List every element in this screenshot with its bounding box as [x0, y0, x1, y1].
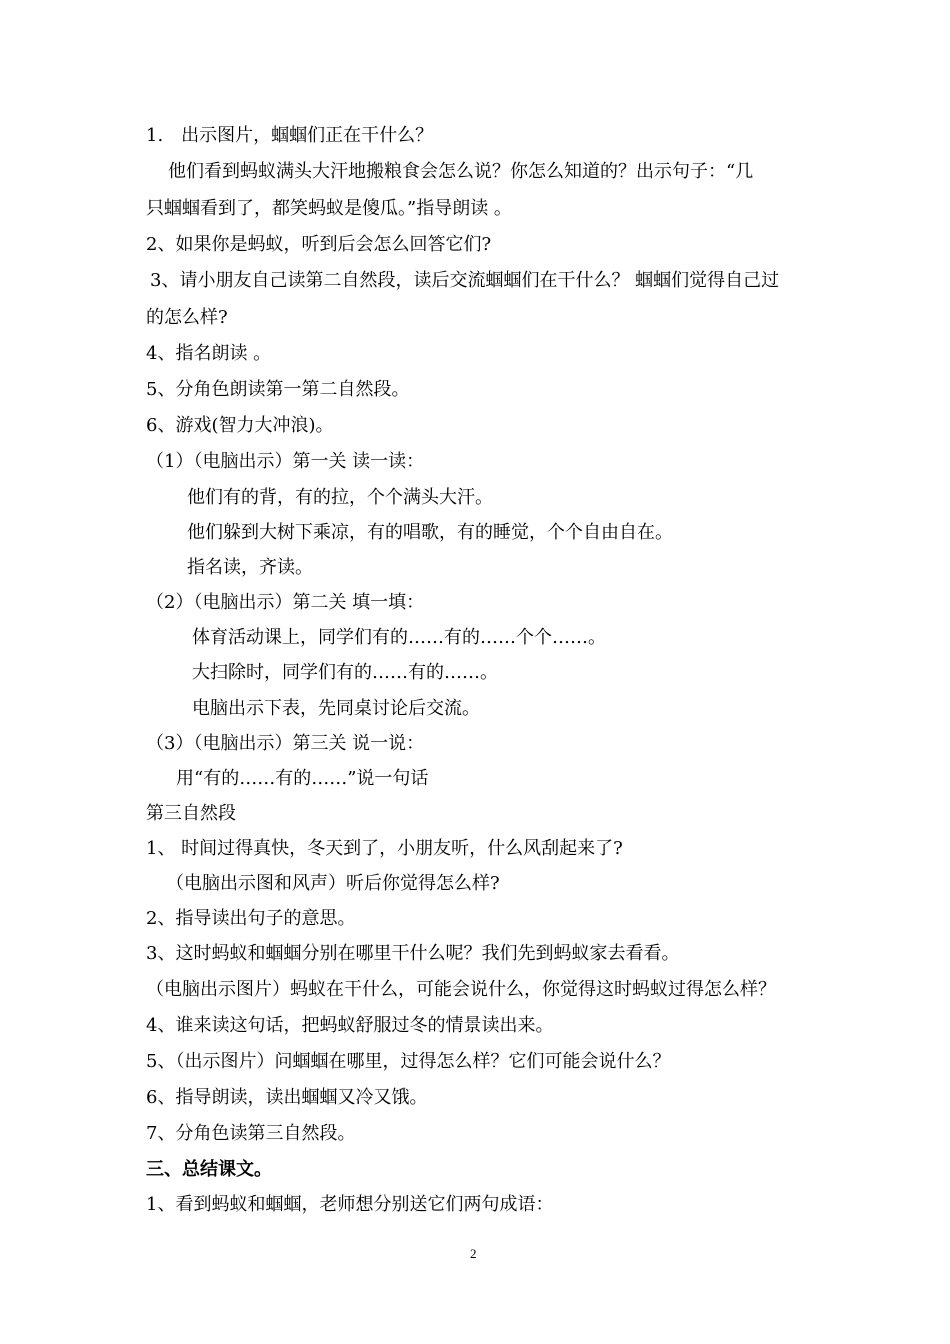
text-line: 大扫除时，同学们有的……有的……。	[192, 662, 498, 683]
text-line: 体育活动课上，同学们有的……有的……个个……。	[192, 627, 606, 648]
text-line: 7、分角色读第三自然段。	[146, 1123, 356, 1144]
text-line: 用“有的……有的……”说一句话	[176, 768, 429, 789]
text-line: 5、（出示图片）问蝈蝈在哪里，过得怎么样？它们可能会说什么？	[146, 1051, 671, 1072]
text-line: 指名读，齐读。	[187, 557, 313, 578]
text-line: 5、分角色朗读第一第二自然段。	[146, 379, 410, 400]
page-number: 2	[470, 1246, 477, 1261]
text-line: 只蝈蝈看到了，都笑蚂蚁是傻瓜。”指导朗读 。	[146, 198, 512, 219]
text-line: 第三自然段	[146, 803, 236, 824]
text-line: 3、请小朋友自己读第二自然段，读后交流蝈蝈们在干什么？ 蝈蝈们觉得自己过	[150, 270, 780, 291]
text-line: 6、指导朗读，读出蝈蝈又冷又饿。	[146, 1087, 428, 1108]
text-line: 他们看到蚂蚁满头大汗地搬粮食会怎么说？你怎么知道的？出示句子：“几	[168, 161, 754, 182]
text-line: （电脑出示图片）蚂蚁在干什么，可能会说什么，你觉得这时蚂蚁过得怎么样？	[146, 979, 776, 1000]
text-line: 2、如果你是蚂蚁，听到后会怎么回答它们?	[146, 234, 492, 255]
text-line: 1. 出示图片，蝈蝈们正在干什么？	[146, 125, 434, 146]
text-line: 的怎么样?	[146, 307, 228, 328]
section-heading: 三、总结课文。	[146, 1159, 272, 1180]
text-line: （3）（电脑出示）第三关 说一说：	[146, 733, 425, 754]
text-line: 1、 时间过得真快，冬天到了，小朋友听，什么风刮起来了?	[146, 838, 623, 859]
text-line: 他们有的背，有的拉，个个满头大汗。	[187, 487, 493, 508]
text-line: 他们躲到大树下乘凉，有的唱歌，有的睡觉，个个自由自在。	[187, 522, 673, 543]
text-line: 电脑出示下表，先同桌讨论后交流。	[192, 698, 480, 719]
text-line: 2、指导读出句子的意思。	[146, 908, 356, 929]
text-line: 1、看到蚂蚁和蝈蝈，老师想分别送它们两句成语：	[146, 1194, 554, 1215]
text-line: 6、游戏(智力大冲浪)。	[146, 415, 334, 436]
text-line: （电脑出示图和风声）听后你觉得怎么样?	[166, 873, 500, 894]
text-line: 4、谁来读这句话，把蚂蚁舒服过冬的情景读出来。	[146, 1015, 554, 1036]
text-line: （1）（电脑出示）第一关 读一读：	[146, 451, 425, 472]
text-line: （2）（电脑出示）第二关 填一填：	[146, 592, 425, 613]
text-line: 3、这时蚂蚁和蝈蝈分别在哪里干什么呢？我们先到蚂蚁家去看看。	[146, 943, 680, 964]
text-line: 4、指名朗读 。	[146, 343, 272, 364]
